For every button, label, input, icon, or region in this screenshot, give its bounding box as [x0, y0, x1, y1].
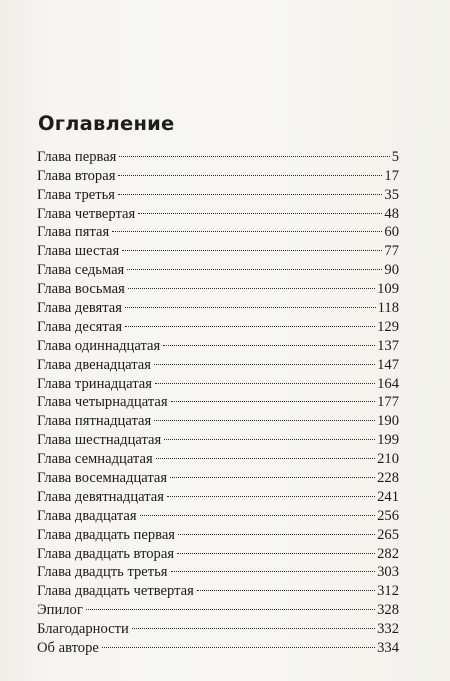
toc-entry-title: Глава двадцть третья [37, 564, 168, 581]
toc-entry-page-number: 164 [377, 375, 399, 392]
page-title: Оглавление [38, 112, 175, 135]
toc-entry-page-number: 332 [377, 621, 399, 638]
dot-leader [153, 369, 377, 388]
toc-entry-title: Благодарности [37, 621, 129, 638]
toc-entry-title: Глава шестая [37, 243, 120, 260]
toc-entry-title: Глава восемнадцатая [37, 470, 168, 487]
toc-entry-title: Глава седьмая [37, 262, 125, 279]
dot-leader [165, 482, 377, 501]
dot-leader [136, 199, 384, 218]
dot-leader [154, 444, 377, 463]
toc-entry-page-number: 199 [377, 432, 399, 449]
toc-entry-page-number: 303 [377, 564, 399, 581]
dot-leader [116, 180, 384, 199]
toc-entry-title: Глава двадцать четвертая [37, 583, 194, 600]
toc-entry-page-number: 190 [377, 413, 399, 430]
toc-entry-page-number: 328 [377, 602, 399, 619]
dot-leader [116, 161, 384, 180]
toc-entry-title: Глава шестнадцатая [37, 432, 162, 449]
toc-entry-title: Глава двадцать первая [37, 526, 176, 543]
toc-entry [37, 142, 399, 165]
dot-leader [120, 236, 384, 255]
dot-leader [123, 293, 378, 312]
toc-entry-page-number: 265 [377, 526, 399, 543]
toc-entry-title: Глава восьмая [37, 281, 125, 298]
dot-leader [169, 388, 378, 407]
dot-leader [100, 633, 377, 652]
dot-leader [152, 350, 377, 369]
toc-entry-title: Глава семнадцатая [37, 451, 153, 468]
toc-entry-title: Глава первая [37, 148, 117, 165]
toc-entry-title: Глава тринадцатая [37, 375, 152, 392]
dot-leader [168, 463, 377, 482]
toc-entry-page-number: 129 [377, 318, 399, 335]
toc-entry-page-number: 241 [377, 488, 399, 505]
toc-entry-page-number: 228 [377, 470, 399, 487]
toc-entry-title: Эпилог [37, 602, 83, 619]
dot-leader [138, 501, 378, 520]
toc-entry-page-number: 210 [377, 451, 399, 468]
toc-entry-page-number: 90 [384, 262, 399, 279]
toc-entry-title: Глава двенадцатая [37, 356, 151, 373]
toc-entry [37, 595, 399, 619]
toc-entry-title: Глава четвертая [37, 205, 136, 222]
dot-leader [126, 274, 377, 293]
toc-entry-title: Глава двадцать вторая [37, 545, 175, 562]
toc-entry-title: Глава одиннадцатая [37, 337, 161, 354]
table-of-contents [37, 142, 399, 657]
toc-entry-title: Об авторе [37, 640, 99, 657]
toc-entry-title: Глава девятнадцатая [37, 488, 164, 505]
toc-entry-title: Глава двадцатая [37, 507, 137, 524]
toc-entry-title: Глава четырнадцатая [37, 394, 168, 411]
dot-leader [175, 539, 377, 558]
dot-leader [130, 614, 377, 633]
toc-entry-page-number: 109 [377, 281, 399, 298]
toc-entry-page-number: 5 [391, 148, 399, 165]
toc-entry-title: Глава вторая [37, 167, 116, 184]
toc-entry-page-number: 147 [377, 356, 399, 373]
toc-entry-page-number: 256 [377, 507, 399, 524]
dot-leader [125, 255, 384, 274]
dot-leader [123, 312, 377, 331]
toc-entry-page-number: 35 [384, 186, 399, 203]
dot-leader [176, 520, 377, 539]
toc-entry-title: Глава девятая [37, 300, 122, 317]
dot-leader [110, 218, 384, 237]
toc-entry-title: Глава третья [37, 186, 115, 203]
dot-leader [152, 406, 377, 425]
dot-leader [169, 558, 378, 577]
toc-entry-page-number: 334 [377, 640, 399, 657]
toc-entry-page-number: 17 [384, 167, 399, 184]
toc-entry-page-number: 118 [377, 300, 399, 317]
toc-entry-page-number: 282 [377, 545, 399, 562]
toc-entry-page-number: 137 [377, 337, 399, 354]
toc-entry-page-number: 48 [384, 205, 399, 222]
toc-entry-page-number: 177 [377, 394, 399, 411]
dot-leader [84, 595, 377, 614]
toc-entry-title: Глава пятнадцатая [37, 413, 152, 430]
toc-entry-page-number: 77 [384, 243, 399, 260]
dot-leader [161, 331, 377, 350]
toc-entry [37, 614, 399, 638]
toc-entry-page-number: 60 [384, 224, 399, 241]
toc-entry-title: Глава пятая [37, 224, 110, 241]
toc-entry-page-number: 312 [377, 583, 399, 600]
dot-leader [195, 576, 377, 595]
dot-leader [162, 425, 377, 444]
dot-leader [117, 142, 391, 161]
toc-entry-title: Глава десятая [37, 318, 123, 335]
